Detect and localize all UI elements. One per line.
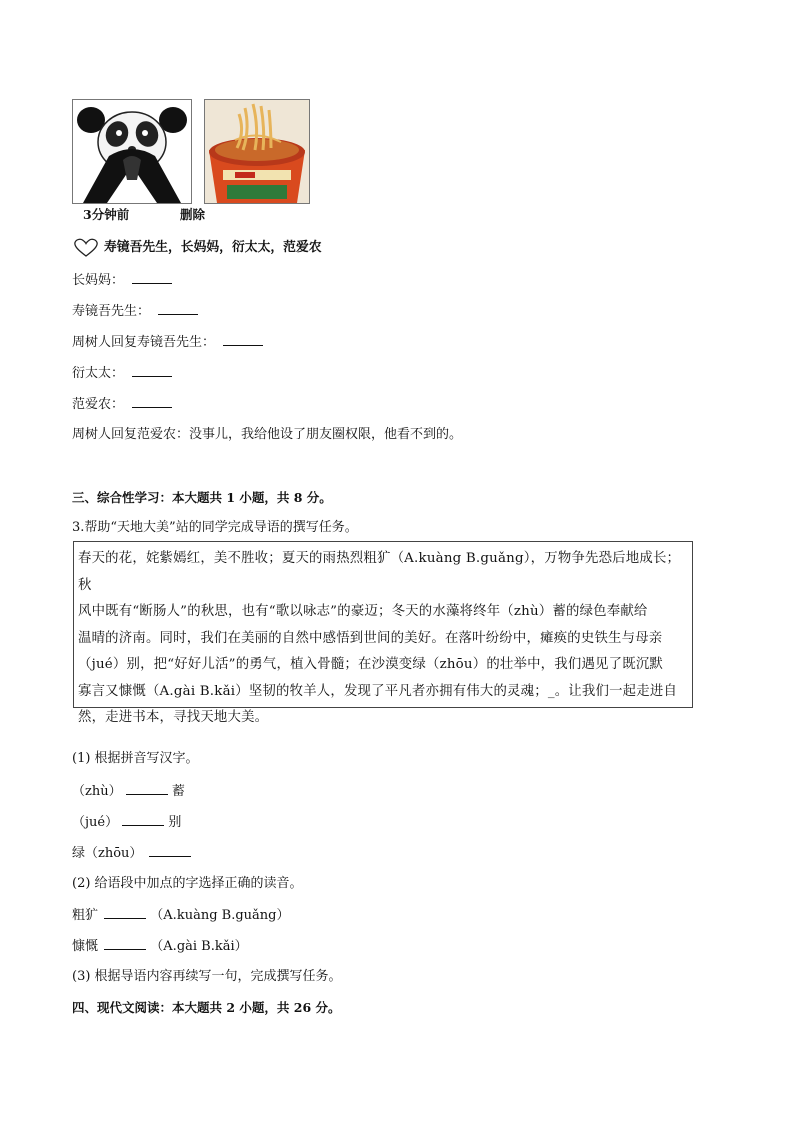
comment-fanainong bbox=[72, 395, 172, 414]
pronunciation-item-cuguang: 粗犷 （A.kuàng B.guǎng） bbox=[72, 908, 290, 923]
comment-reply-shoujingwu bbox=[72, 333, 263, 352]
comment-name: 长妈妈： bbox=[72, 273, 125, 288]
passage-line: 寡言又慷慨（A.gài B.kǎi）坚韧的牧羊人，发现了平凡者亦拥有伟大的灵魂；_。让我们一起走进自 bbox=[78, 683, 678, 699]
answer-blank[interactable] bbox=[223, 333, 263, 346]
answer-blank[interactable] bbox=[132, 271, 172, 284]
comment-name: 周树人回复寿镜吾先生： bbox=[72, 335, 216, 350]
answer-blank[interactable] bbox=[132, 395, 172, 408]
heart-icon[interactable] bbox=[73, 238, 99, 262]
answer-blank[interactable] bbox=[122, 813, 164, 826]
question-3: 3.帮助“天地大美”站的同学完成导语的撰写任务。 bbox=[72, 520, 358, 535]
pinyin-item-zhou: 绿（zhōu） bbox=[72, 844, 191, 863]
answer-blank[interactable] bbox=[158, 302, 198, 315]
comment-name: 寿镜吾先生： bbox=[72, 304, 151, 319]
comment-name: 周树人回复范爱农：没事儿，我给他设了朋友圈权限，他看不到的。 bbox=[72, 427, 463, 442]
likes-names: 寿镜吾先生，长妈妈，衍太太，范爱农 bbox=[104, 240, 322, 255]
comment-name: 范爱农： bbox=[72, 397, 125, 412]
answer-blank[interactable] bbox=[104, 937, 146, 950]
answer-blank[interactable] bbox=[149, 844, 191, 857]
panda-meme-image bbox=[72, 99, 192, 204]
section4-heading: 四、现代文阅读：本大题共 2 小题，共 26 分。 bbox=[72, 1000, 341, 1015]
instant-noodle-image bbox=[204, 99, 310, 204]
answer-blank[interactable] bbox=[132, 364, 172, 377]
pinyin-item-zhu: （zhù） 蓄 bbox=[72, 784, 185, 799]
comment-shoujingwu bbox=[72, 302, 198, 321]
delete-link[interactable]: 删除 bbox=[180, 207, 206, 222]
passage-line: 春天的花，姹紫嫣红，美不胜收；夏天的雨热烈粗犷（A.kuàng B.guǎng），万物争先恐后地成长；秋 bbox=[78, 551, 681, 593]
comment-changmama bbox=[72, 271, 172, 290]
comment-name: 衍太太： bbox=[72, 366, 125, 381]
sub-question-2: (2) 给语段中加点的字选择正确的读音。 bbox=[72, 876, 303, 891]
comment-yantaitai bbox=[72, 364, 172, 383]
passage-line: 风中既有“断肠人”的秋思，也有“歌以咏志”的豪迈；冬天的水藻将终年（zhù）蓄的绿色奉献给 bbox=[78, 604, 648, 619]
answer-blank[interactable] bbox=[126, 782, 168, 795]
comment-reply-fanainong bbox=[72, 426, 462, 444]
pinyin-item-jue: （jué） 别 bbox=[72, 815, 182, 830]
sub-question-1: (1) 根据拼音写汉字。 bbox=[72, 751, 199, 766]
pronunciation-item-kangkai: 慷慨 （A.gài B.kǎi） bbox=[72, 939, 248, 954]
passage-box bbox=[73, 541, 693, 725]
passage-line: 然，走进书本，寻找天地大美。 bbox=[78, 710, 269, 725]
answer-blank[interactable] bbox=[104, 906, 146, 919]
passage-line: （jué）别，把“好好儿活”的勇气，植入骨髓；在沙漠变绿（zhōu）的壮举中，我们遇见了既沉默 bbox=[78, 657, 663, 672]
post-time: 3分钟前 bbox=[83, 207, 130, 222]
section3-heading: 三、综合性学习：本大题共 1 小题，共 8 分。 bbox=[72, 490, 332, 505]
passage-line: 温晴的济南。同时，我们在美丽的自然中感悟到世间的美好。在落叶纷纷中，瘫痪的史铁生与母亲 bbox=[78, 630, 663, 646]
sub-question-3: (3) 根据导语内容再续写一句，完成撰写任务。 bbox=[72, 969, 342, 984]
